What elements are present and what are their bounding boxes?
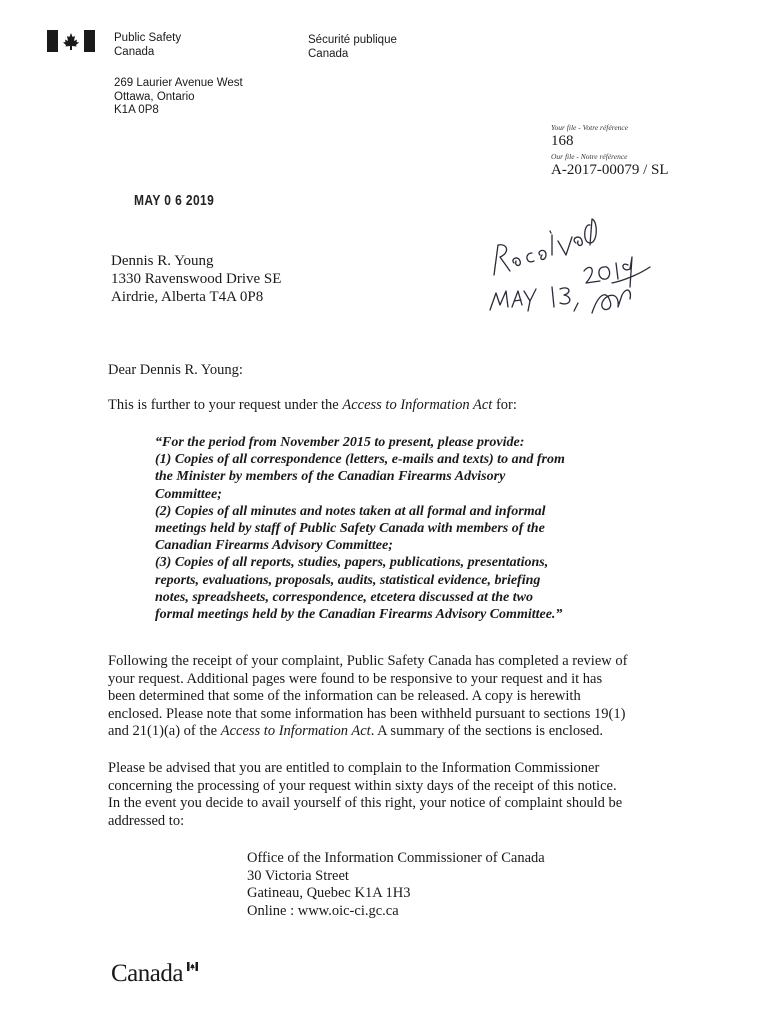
review-paragraph: Following the receipt of your complaint, Public Safety Canada has completed a review of your request. Additional pages were found to be responsive to your request and it has been determined that some of the information can be released. A copy is herewith enclosed. Please note that some information has been withheld pursuant to sections 19(1) and 21(1)(a) of the Access to Information Act. A summary of the sections is enclosed. [108,653,628,739]
request-line: the Minister by members of the Canadian Firearms Advisory [155,469,506,485]
intro-paragraph: This is further to your request under the Access to Information Act for: [108,397,517,413]
request-line: Committee; [155,486,222,502]
department-name-en: Public Safety Canada [114,32,182,58]
canada-flag-icon [47,30,95,52]
handwritten-received-note [480,215,655,320]
our-file-label: Our file - Notre référence [551,152,628,161]
recipient-city: Airdrie, Alberta T4A 0P8 [111,289,264,305]
request-line: “For the period from November 2015 to present, please provide: [155,435,525,450]
your-file-label: Your file - Votre référence [551,123,629,132]
file-references [551,123,669,181]
recipient-address [111,252,281,306]
request-line: meetings held by staff of Public Safety Canada with members of the [155,521,545,537]
date-stamp: MAY 0 6 2019 [134,192,215,209]
sender-address: 269 Laurier Avenue West Ottawa, Ontario K1A 0P8 [114,77,243,116]
request-line: reports, evaluations, proposals, audits, statistical evidence, briefing [155,572,541,588]
complaint-paragraph: Please be advised that you are entitled to complain to the Information Commissioner concerning the processing of your request within sixty days of the receipt of this notice. In the event you decide to avail yourself of this right, your notice of complaint should be addressed to: [108,760,623,829]
request-line: (1) Copies of all correspondence (letters, e-mails and texts) to and from [155,452,565,468]
act-title: Access to Information Act [342,397,493,413]
your-file-value: 168 [551,133,574,149]
request-quote [155,434,640,623]
act-title: Access to Information Act [220,723,371,739]
request-line: (3) Copies of all reports, studies, papers, publications, presentations, [155,555,549,571]
request-line: notes, spreadsheets, correspondence, etcetera discussed at the two [155,589,533,605]
wordmark-flag-icon [187,962,198,971]
salutation: Dear Dennis R. Young: [108,362,243,378]
oic-website: Online : www.oic-ci.gc.ca [247,902,399,919]
canada-wordmark: Canada [111,960,183,987]
recipient-street: 1330 Ravenswood Drive SE [111,271,282,287]
department-name-fr: Sécurité publique Canada [308,34,397,60]
recipient-name: Dennis R. Young [111,253,214,269]
request-line: (2) Copies of all minutes and notes taken at all formal and informal [155,503,546,519]
our-file-value: A-2017-00079 / SL [551,162,669,178]
commissioner-address: Office of the Information Commissioner of Canada 30 Victoria Street Gatineau, Quebec K1A 1H3 Online : www.oic-ci.gc.ca [247,850,545,919]
request-line: formal meetings held by the Canadian Firearms Advisory Committee.” [155,607,563,623]
request-line: Canadian Firearms Advisory Committee; [155,538,393,554]
